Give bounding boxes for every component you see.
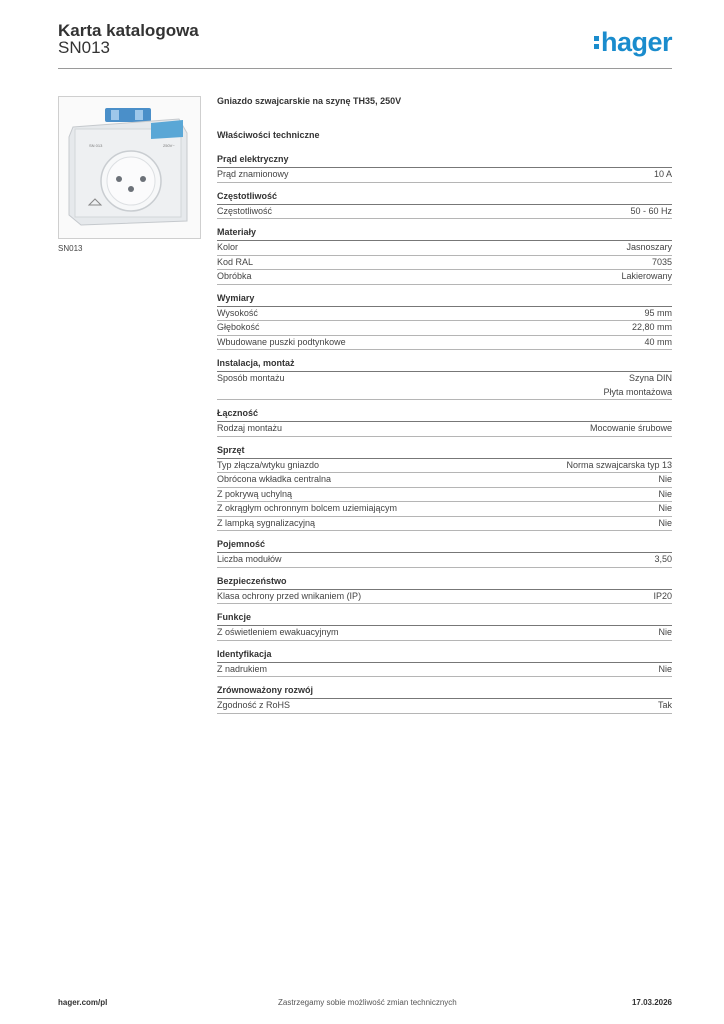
spec-value: 3,50 (654, 554, 672, 564)
logo-dots-icon (594, 36, 599, 49)
header-divider (58, 68, 672, 69)
hager-logo (594, 27, 672, 58)
spec-row (217, 626, 672, 641)
spec-label: Kod RAL (217, 256, 254, 267)
spec-value: Nie (658, 488, 672, 499)
section-title: Zrównoważony rozwój (217, 685, 672, 699)
section-title: Identyfikacja (217, 649, 672, 663)
spec-row (217, 336, 672, 351)
spec-value: Jasnoszary (626, 242, 672, 252)
spec-label: Obróbka (217, 271, 252, 281)
spec-section (217, 649, 672, 678)
spec-row (217, 321, 672, 336)
spec-label: Rodzaj montażu (217, 423, 283, 433)
spec-value: 95 mm (644, 307, 672, 318)
spec-row (217, 241, 672, 256)
spec-label: Zgodność z RoHS (217, 700, 291, 710)
spec-row (217, 372, 672, 400)
section-title: Częstotliwość (217, 191, 672, 205)
spec-row (217, 256, 672, 271)
spec-row (217, 168, 672, 183)
spec-label: Prąd znamionowy (217, 169, 289, 179)
spec-value: 7035 (651, 256, 672, 267)
spec-section (217, 408, 672, 437)
spec-label: Z nadrukiem (217, 663, 268, 674)
spec-section (217, 227, 672, 285)
spec-label: Częstotliwość (217, 205, 273, 216)
spec-section (217, 685, 672, 714)
spec-label: Liczba modułów (217, 554, 282, 564)
spec-section (217, 612, 672, 641)
spec-section (217, 293, 672, 351)
spec-row (217, 488, 672, 503)
spec-row (217, 699, 672, 714)
spec-label: Z lampką sygnalizacyjną (217, 517, 316, 528)
spec-value-line: Płyta montażowa (603, 386, 672, 397)
spec-value: 50 - 60 Hz (630, 205, 672, 216)
section-title: Instalacja, montaż (217, 358, 672, 372)
spec-value: Nie (658, 663, 672, 674)
section-title: Pojemność (217, 539, 672, 553)
spec-label: Obrócona wkładka centralna (217, 474, 332, 484)
image-caption: SN013 (58, 244, 83, 253)
section-title: Prąd elektryczny (217, 154, 672, 168)
spec-value: Tak (657, 700, 672, 710)
socket-illustration-icon (59, 97, 200, 238)
section-title: Wymiary (217, 293, 672, 307)
spec-label: Sposób montażu (217, 373, 285, 383)
spec-row (217, 590, 672, 605)
spec-row (217, 502, 672, 517)
footer-date: 17.03.2026 (631, 998, 672, 1007)
spec-value: Nie (658, 627, 672, 637)
spec-label: Kolor (217, 242, 239, 252)
section-title: Materiały (217, 227, 672, 241)
spec-row (217, 459, 672, 474)
spec-value: Mocowanie śrubowe (589, 423, 672, 433)
spec-row (217, 205, 672, 220)
spec-value: Nie (658, 517, 672, 528)
footer-website: hager.com/pl (58, 998, 108, 1007)
properties-title: Właściwości techniczne (217, 130, 320, 140)
spec-value: IP20 (653, 590, 672, 601)
section-title: Bezpieczeństwo (217, 576, 672, 590)
spec-section (217, 358, 672, 400)
spec-value: Nie (658, 474, 672, 484)
spec-row (217, 517, 672, 532)
spec-section (217, 445, 672, 532)
spec-row (217, 422, 672, 437)
spec-value-line: Szyna DIN (628, 373, 672, 383)
spec-section (217, 191, 672, 220)
section-title: Funkcje (217, 612, 672, 626)
section-title: Sprzęt (217, 445, 672, 459)
spec-row (217, 663, 672, 678)
logo-text: hager (600, 27, 672, 57)
spec-value: 40 mm (644, 336, 672, 347)
product-image (58, 96, 201, 239)
spec-label: Głębokość (217, 322, 260, 332)
spec-section (217, 539, 672, 568)
product-description: Gniazdo szwajcarskie na szynę TH35, 250V (217, 96, 402, 106)
spec-row (217, 307, 672, 322)
spec-section (217, 154, 672, 183)
spec-label: Wysokość (217, 307, 258, 318)
spec-value: 22,80 mm (631, 322, 672, 332)
spec-label: Z oświetleniem ewakuacyjnym (217, 627, 339, 637)
spec-value (603, 372, 672, 399)
spec-label: Klasa ochrony przed wnikaniem (IP) (217, 590, 362, 601)
product-code: SN013 (58, 38, 110, 57)
spec-value: Norma szwajcarska typ 13 (566, 459, 672, 470)
spec-label: Z pokrywą uchylną (217, 488, 293, 499)
spec-label: Z okrągłym ochronnym bolcem uziemiającym (217, 503, 398, 513)
spec-value: Lakierowany (621, 271, 672, 281)
spec-value: 10 A (653, 169, 672, 179)
spec-label: Wbudowane puszki podtynkowe (217, 336, 346, 347)
page-title: Karta katalogowa (58, 21, 199, 40)
section-title: Łączność (217, 408, 672, 422)
footer-disclaimer: Zastrzegamy sobie możliwość zmian technicznych (278, 998, 457, 1007)
spec-value: Nie (658, 503, 672, 513)
spec-row (217, 270, 672, 285)
image-label-voltage: 250V~ (163, 143, 175, 148)
spec-sections (217, 154, 672, 714)
spec-label: Typ złącza/wtyku gniazdo (217, 459, 320, 470)
spec-section (217, 576, 672, 605)
spec-row (217, 553, 672, 568)
image-label-code: SN 013 (89, 143, 103, 148)
spec-content (217, 96, 672, 714)
spec-row (217, 473, 672, 488)
